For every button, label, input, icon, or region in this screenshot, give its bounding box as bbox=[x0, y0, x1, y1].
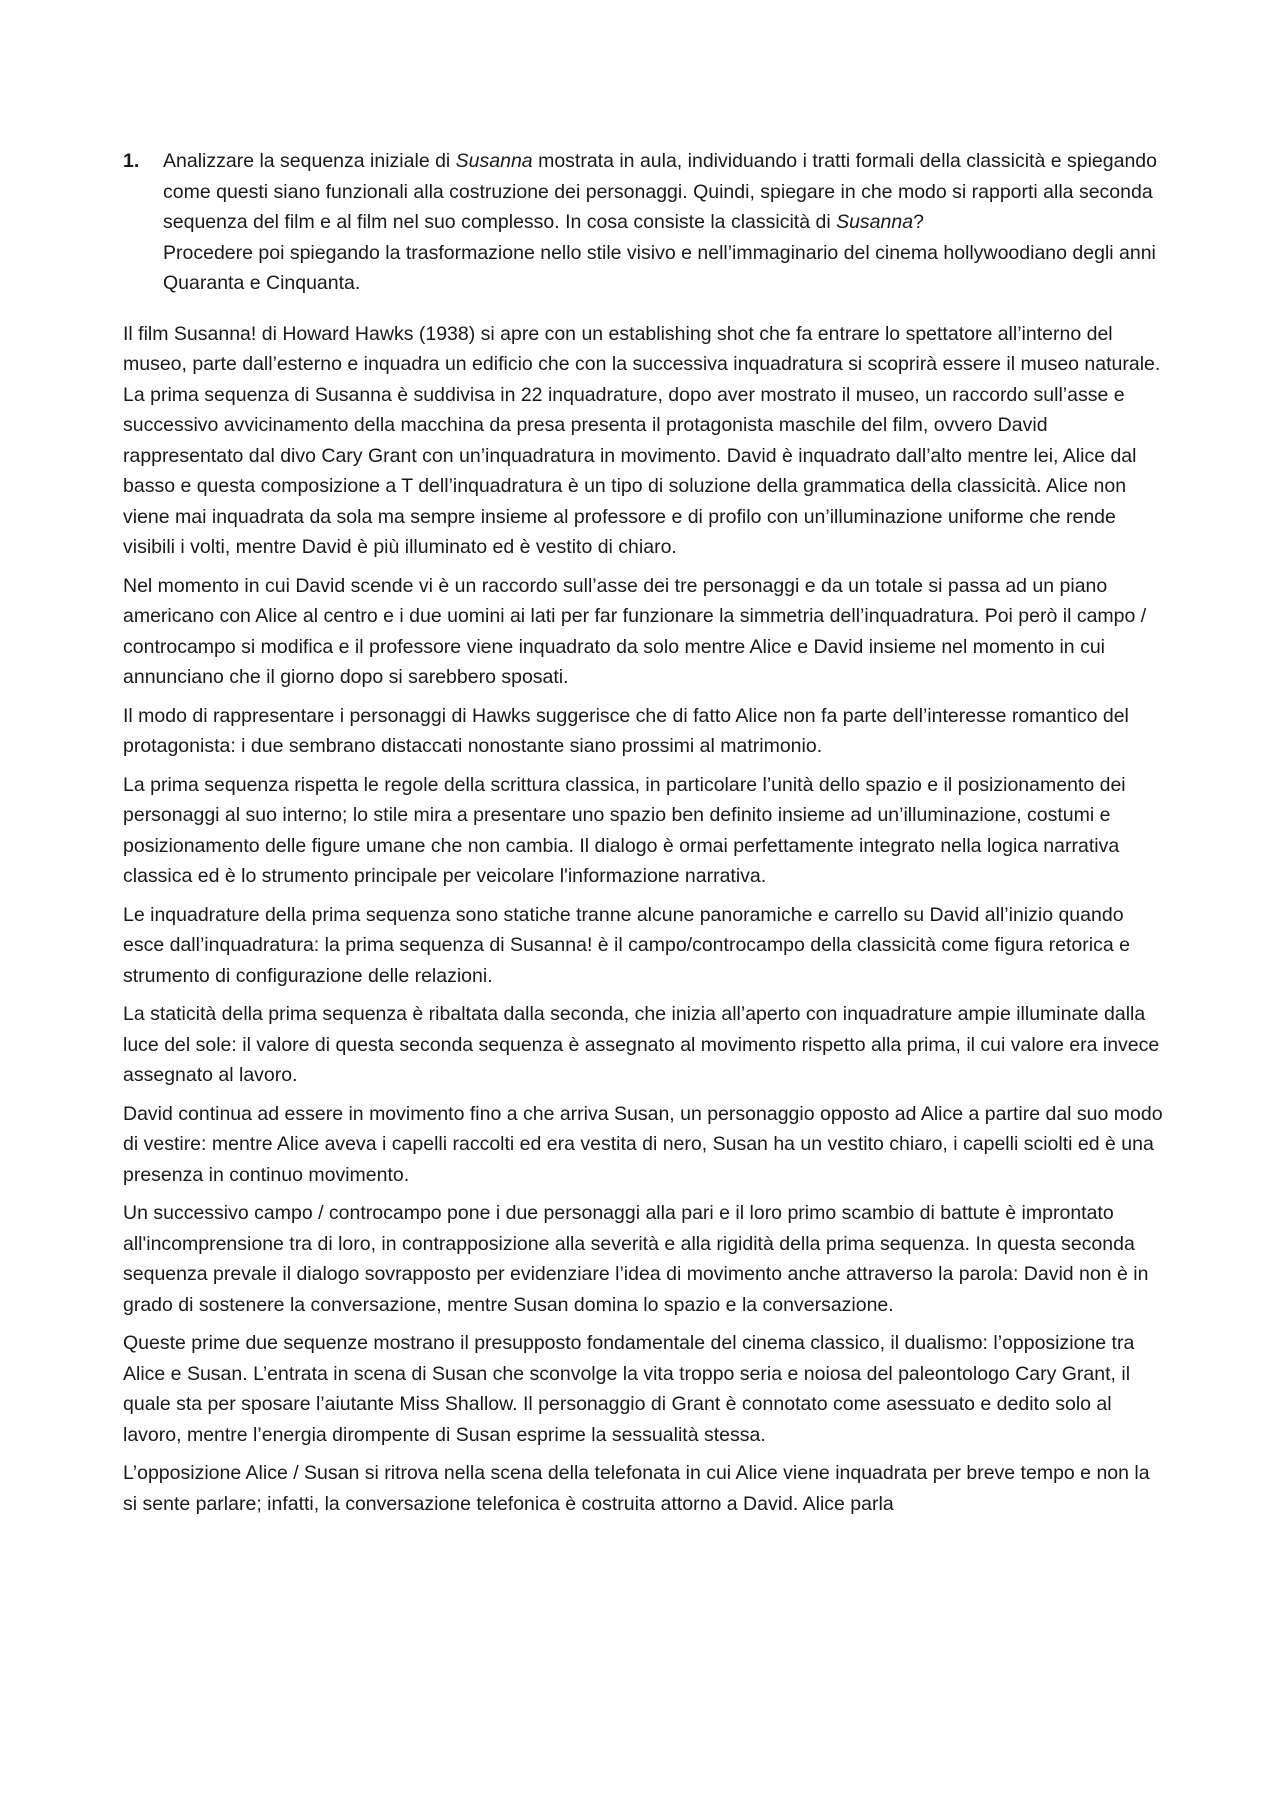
question-text bbox=[163, 146, 1168, 238]
film-title-italic-2: Susanna bbox=[836, 211, 914, 233]
question-text-part2: Procedere poi spiegando la trasformazione nello stile visivo e nell’immaginario del cinema hollywoodiano degli anni Quaranta e Cinquanta. bbox=[163, 241, 1156, 294]
question-block bbox=[123, 146, 1168, 299]
answer-body bbox=[123, 319, 1168, 1520]
question-number: 1. bbox=[123, 150, 140, 172]
film-title-italic: Susanna bbox=[455, 150, 533, 172]
question-text-start: Analizzare la sequenza iniziale di bbox=[163, 150, 456, 172]
question-text-end: ? bbox=[913, 211, 924, 233]
paragraph: L’opposizione Alice / Susan si ritrova nella scena della telefonata in cui Alice viene inquadrata per breve tempo e non la si sente parlare; infatti, la conversazione telefonica è costruita attorno a David. Alice parla bbox=[123, 1462, 1150, 1515]
paragraph: Il modo di rappresentare i personaggi di Hawks suggerisce che di fatto Alice non fa parte dell’interesse romantico del protagonista: i due sembrano distaccati nonostante siano prossimi al matrimonio. bbox=[123, 704, 1129, 757]
paragraph: Le inquadrature della prima sequenza sono statiche tranne alcune panoramiche e carrello su David all’inizio quando esce dall’inquadratura: la prima sequenza di Susanna! è il campo/controcampo della classicità come figura retorica e strumento di configurazione delle relazioni. bbox=[123, 903, 1130, 987]
paragraph: Il film Susanna! di Howard Hawks (1938) si apre con un establishing shot che fa entrare lo spettatore all’interno del museo, parte dall’esterno e inquadra un edificio che con la successiva inquadratura si scoprirà essere il museo naturale. La prima sequenza di Susanna è suddivisa in 22 inquadrature, dopo aver mostrato il museo, un raccordo sull’asse e successivo avvicinamento della macchina da presa presenta il protagonista maschile del film, ovvero David rappresentato dal divo Cary Grant con un’inquadratura in movimento. David è inquadrato dall’alto mentre lei, Alice dal basso e questa composizione a T dell’inquadratura è un tipo di soluzione della grammatica della classicità. Alice non viene mai inquadrata da sola ma sempre insieme al professore e di profilo con un’illuminazione uniforme che rende visibili i volti, mentre David è più illuminato ed è vestito di chiaro. bbox=[123, 322, 1161, 558]
paragraph: Queste prime due sequenze mostrano il presupposto fondamentale del cinema classico, il dualismo: l’opposizione tra Alice e Susan. L’entrata in scena di Susan che sconvolge la vita troppo seria e noiosa del paleontologo Cary Grant, il quale sta per sposare l’aiutante Miss Shallow. Il personaggio di Grant è connotato come asessuato e dedito solo al lavoro, mentre l’energia dirompente di Susan esprime la sessualità stessa. bbox=[123, 1332, 1135, 1446]
paragraph: La staticità della prima sequenza è ribaltata dalla seconda, che inizia all’aperto con inquadrature ampie illuminate dalla luce del sole: il valore di questa seconda sequenza è assegnato al movimento rispetto alla prima, il cui valore era invece assegnato al lavoro. bbox=[123, 1003, 1160, 1086]
paragraph: Un successivo campo / controcampo pone i due personaggi alla pari e il loro primo scambio di battute è improntato all'incomprensione tra di loro, in contrapposizione alla severità e alla rigidità della prima sequenza. In questa seconda sequenza prevale il dialogo sovrapposto per evidenziare l’idea di movimento anche attraverso la parola: David non è in grado di sostenere la conversazione, mentre Susan domina lo spazio e la conversazione. bbox=[123, 1202, 1149, 1316]
paragraph: La prima sequenza rispetta le regole della scrittura classica, in particolare l’unità dello spazio e il posizionamento dei personaggi al suo interno; lo stile mira a presentare uno spazio ben definito insieme ad un’illuminazione, costumi e posizionamento delle figure umane che non cambia. Il dialogo è ormai perfettamente integrato nella logica narrativa classica ed è lo strumento principale per veicolare l'informazione narrativa. bbox=[123, 773, 1126, 887]
paragraph: Nel momento in cui David scende vi è un raccordo sull’asse dei tre personaggi e da un totale si passa ad un piano americano con Alice al centro e i due uomini ai lati per far funzionare la simmetria dell’inquadratura. Poi però il campo / controcampo si modifica e il professore viene inquadrato da solo mentre Alice e David insieme nel momento in cui annunciano che il giorno dopo si sarebbero sposati. bbox=[123, 574, 1147, 688]
question-text-middle: mostrata in aula, individuando i tratti formali della classicità e spiegando come questi siano funzionali alla costruzione dei personaggi. Quindi, spiegare in che modo si rapporti alla seconda sequenza del film e al film nel suo complesso. In cosa consiste la classicità di bbox=[163, 150, 1157, 233]
paragraph: David continua ad essere in movimento fino a che arriva Susan, un personaggio opposto ad Alice a partire dal suo modo di vestire: mentre Alice aveva i capelli raccolti ed era vestita di nero, Susan ha un vestito chiaro, i capelli sciolti ed è una presenza in continuo movimento. bbox=[123, 1102, 1163, 1186]
